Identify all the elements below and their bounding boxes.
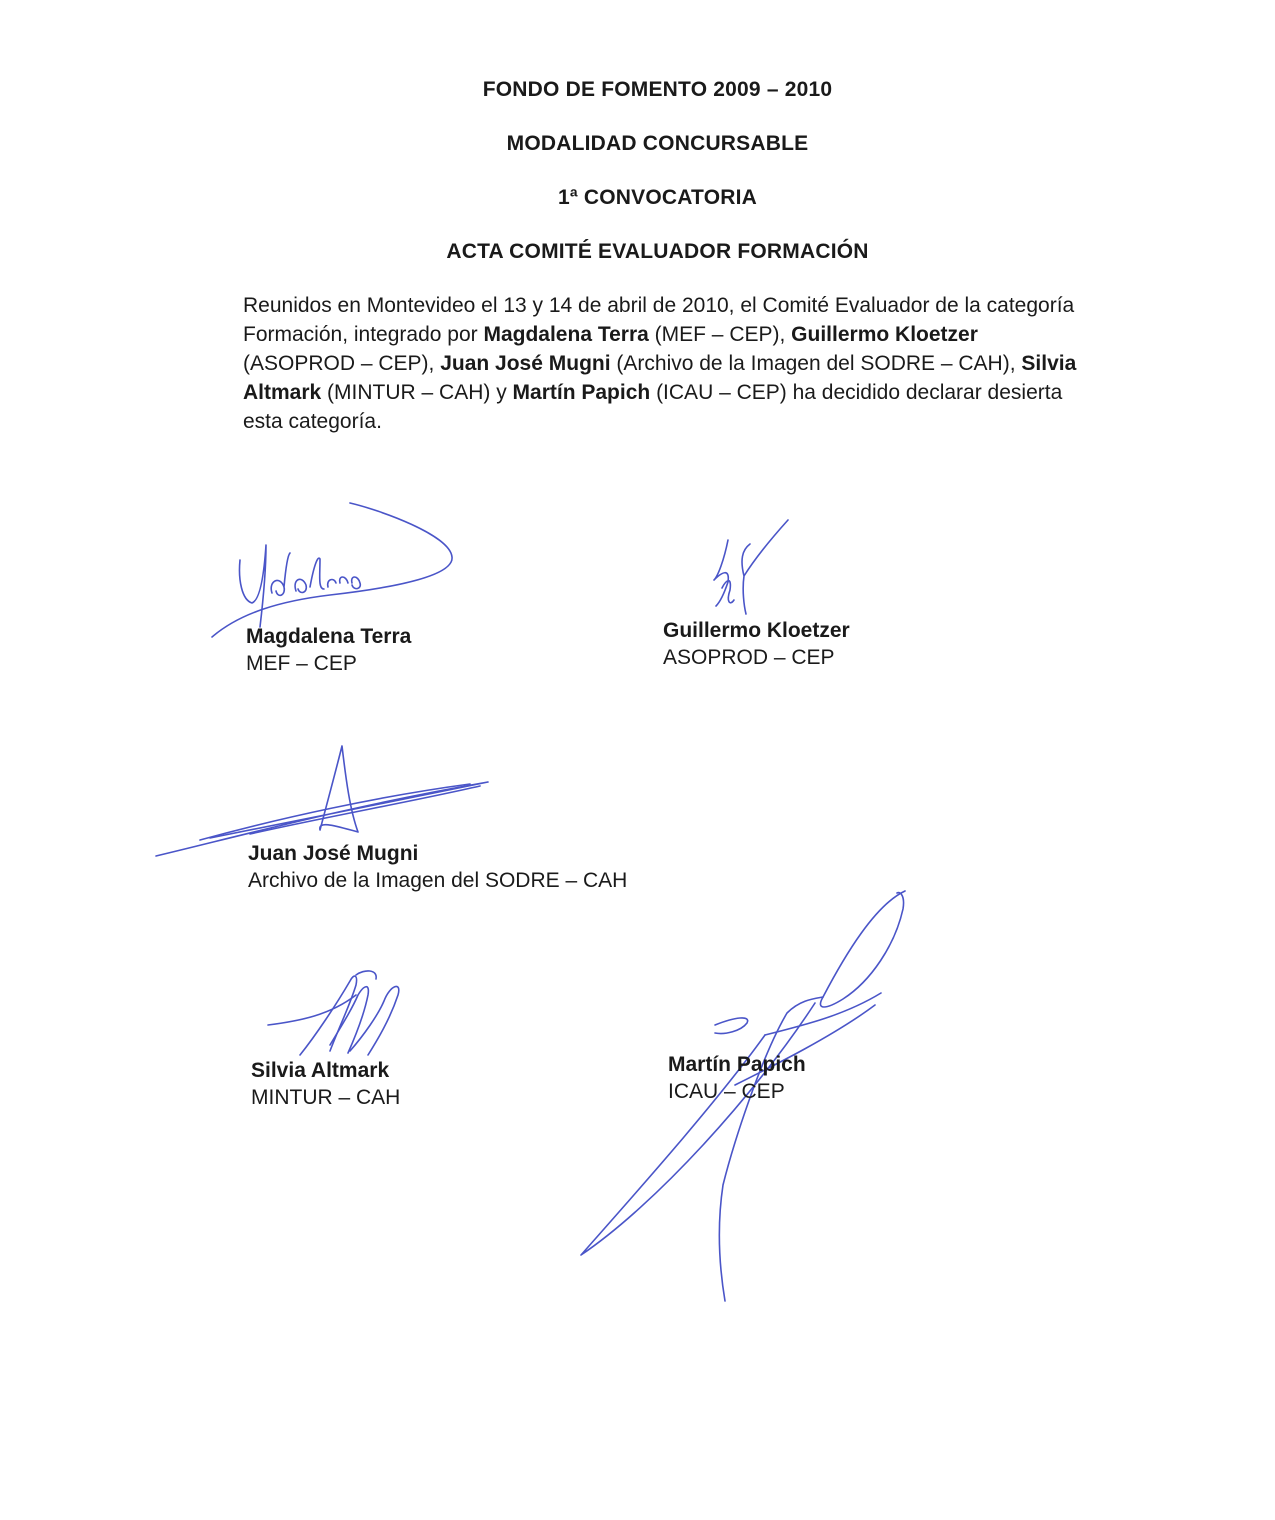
member-name: Guillermo Kloetzer <box>791 323 978 346</box>
member-name: Juan José Mugni <box>440 352 611 375</box>
fund-title: FONDO DE FOMENTO 2009 – 2010 <box>482 78 833 101</box>
signature-guillermo-kloetzer <box>700 510 800 620</box>
signatory-org: ICAU – CEP <box>668 1080 785 1103</box>
signatory-name: Guillermo Kloetzer <box>663 619 850 642</box>
signatory-org: MEF – CEP <box>246 652 357 675</box>
closing-text: (ICAU – CEP) ha decidido declarar desierta esta categoría. <box>243 381 1063 433</box>
signatory-block <box>663 617 850 671</box>
act-paragraph <box>243 291 1093 436</box>
signature-silvia-altmark <box>260 965 415 1065</box>
signatory-name: Juan José Mugni <box>248 842 419 865</box>
signatory-org: Archivo de la Imagen del SODRE – CAH <box>248 869 628 892</box>
intro-text: Reunidos en Montevideo el 13 y 14 de abril de 2010, el Comité Evaluador de la categoría Formación, integrado por <box>243 294 1075 346</box>
signatory-name: Martín Papich <box>668 1053 806 1076</box>
signatory-org: ASOPROD – CEP <box>663 646 835 669</box>
signatory-name: Silvia Altmark <box>251 1059 390 1082</box>
member-name: Silvia Altmark <box>243 352 1077 404</box>
member-org: (ASOPROD – CEP), <box>243 352 441 375</box>
signatory-block <box>668 1051 806 1105</box>
signatory-name: Magdalena Terra <box>246 625 412 648</box>
member-org: (MINTUR – CAH) y <box>321 381 513 404</box>
act-title: ACTA COMITÉ EVALUADOR FORMACIÓN <box>446 240 869 263</box>
signatory-block <box>248 840 627 894</box>
call-title: 1ª CONVOCATORIA <box>557 186 757 209</box>
signatory-org: MINTUR – CAH <box>251 1086 401 1109</box>
member-org: (MEF – CEP), <box>648 323 792 346</box>
signatory-block <box>246 623 411 677</box>
member-name: Martín Papich <box>512 381 651 404</box>
member-org: (Archivo de la Imagen del SODRE – CAH), <box>610 352 1022 375</box>
signatory-block <box>251 1057 400 1111</box>
member-name: Magdalena Terra <box>483 323 649 346</box>
modality-title: MODALIDAD CONCURSABLE <box>506 132 809 155</box>
